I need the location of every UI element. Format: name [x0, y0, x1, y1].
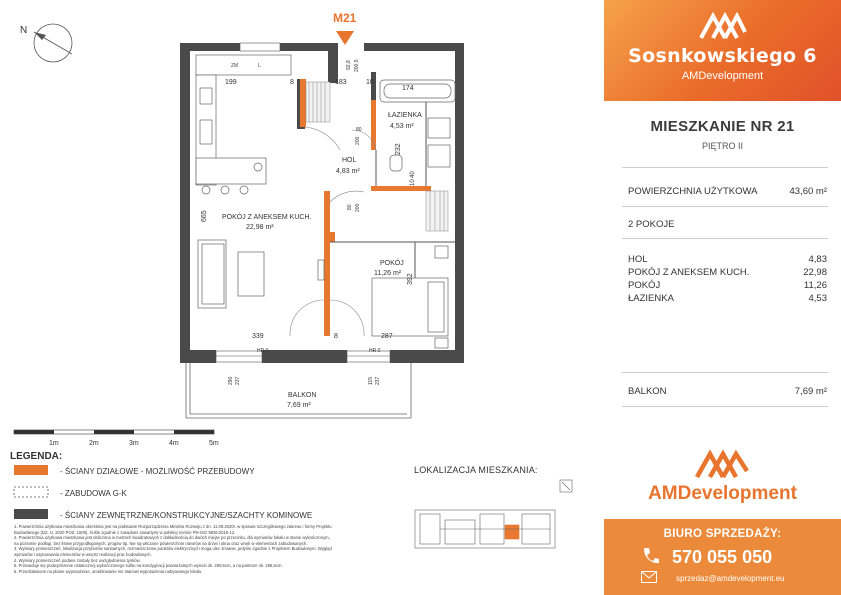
- label-living-area: 22,98 m²: [246, 224, 274, 231]
- label-hr-1: HR 0: [257, 348, 269, 354]
- divider: [622, 206, 828, 207]
- label-room-area: 11,26 m²: [374, 270, 402, 277]
- legend-title: LEGENDA:: [10, 451, 63, 462]
- balcony-label: BALKON: [628, 386, 667, 397]
- divider: [622, 167, 828, 168]
- dim-199: 199: [225, 79, 237, 86]
- scale-tick-2m: 2m: [89, 440, 99, 447]
- room-area-bathroom: 4,53: [808, 293, 827, 304]
- phone-icon: [641, 546, 659, 566]
- dim-232: 232: [395, 143, 402, 155]
- kitchen-counter: [196, 55, 291, 194]
- developer-name: AMDevelopment: [681, 70, 764, 82]
- legend-item-structural: - ŚCIANY ZEWNĘTRZNE/KONSTRUKCYJNE/SZACHTY KOMINOWE: [60, 511, 313, 520]
- label-balcony: BALKON: [288, 392, 317, 399]
- legend-item-drywall: - ZABUDOWA G-K: [60, 489, 127, 498]
- dim-237-b: 237: [375, 376, 381, 385]
- scale-tick-5m: 5m: [209, 440, 219, 447]
- usable-area-value: 43,60 m²: [789, 186, 827, 197]
- balcony-value: 7,69 m²: [794, 386, 827, 397]
- mail-icon: [641, 571, 657, 583]
- scale-tick-3m: 3m: [129, 440, 139, 447]
- label-hall: HOL: [342, 157, 357, 164]
- sales-email[interactable]: sprzedaz@amdevelopment.eu: [676, 574, 785, 583]
- project-name: Sosnkowskiego 6: [628, 45, 817, 67]
- dim-80-a: 80: [356, 127, 362, 133]
- label-balcony-area: 7,69 m²: [287, 402, 311, 409]
- compass: [20, 24, 72, 62]
- dim-10-b: 10: [410, 179, 416, 186]
- note-line: na poziomie podłogi, bez listew przypodłogowych, progów itp. Nie są wliczane powierzchnie otworów na drzwi i okna oraz wnęk w elementach zabudowanych.: [14, 540, 308, 546]
- divider: [622, 406, 828, 407]
- location-minimap: [415, 480, 572, 548]
- room-name-living: POKÓJ Z ANEKSEM KUCH.: [628, 267, 750, 278]
- dim-10-a: 10: [366, 79, 374, 86]
- label-zm: ZM: [231, 63, 239, 69]
- apartment-title: MIESZKANIE NR 21: [650, 118, 795, 135]
- note-line: wymiarów i usytuowania elementów w wnętrz realizacji prac budowlanych.: [14, 551, 152, 557]
- dim-115: 115: [368, 377, 374, 385]
- note-line: 3. Wymiary pomieszczeń, lokalizacja przyborów sanitarnych, rozmieszczenie punktów elektrycznych mogą ulec zmianie, jedynie zgodnie z Projektem Budowlanym. Wygląd: [14, 546, 332, 552]
- note-line: 6. Przedstawione na planie wyposażenie, umeblowanie nie stanowi wyposażenia nabywanego lokalu.: [14, 568, 203, 574]
- label-l: L: [258, 63, 261, 69]
- label-living: POKÓJ Z ANEKSEM KUCH.: [222, 214, 312, 221]
- dim-237-a: 237: [235, 376, 241, 385]
- rooms-count: 2 POKOJE: [628, 219, 675, 230]
- project-banner: [604, 0, 841, 101]
- dim-40: 40: [410, 171, 416, 178]
- note-line: 2. Powierzchnia użytkowa mieszkania jest obliczona w metrach kwadratowych z dokładnością do dwóch miejsc po przecinku, dla wymiarów lokalu w stanie wykończonym,: [14, 535, 330, 541]
- sales-phone[interactable]: 570 055 050: [672, 547, 773, 567]
- dim-200a: 200,5: [354, 59, 360, 72]
- living-furniture: [198, 240, 324, 308]
- dim-290: 290: [228, 376, 234, 385]
- note-line: 5. Przewiduje się podwyższenie ostatecznej wykończonego sufitu na kondygnacji powtarzalnych wynosi ok. 259,5cm, a na parterze ok. 268,5cm.: [14, 563, 283, 569]
- footnotes: [14, 524, 394, 574]
- legend-swatches: [14, 465, 48, 519]
- divider: [622, 238, 828, 239]
- legend-item-partition: - ŚCIANY DZIAŁOWE - MOŻLIWOŚĆ PRZEBUDOWY: [60, 467, 255, 476]
- dim-200c: 200: [355, 203, 361, 212]
- sales-office-title: BIURO SPRZEDAŻY:: [663, 528, 782, 540]
- dim-8-a: 8: [290, 79, 294, 86]
- scale-bar: [14, 430, 214, 434]
- apartment-floor: PIĘTRO II: [701, 141, 743, 151]
- room-area-hol: 4,83: [808, 254, 827, 265]
- amd-logo-icon: [699, 12, 747, 40]
- note-line: Budowlanego (DZ. U. 2020 POZ. 1609), ściśle zgodnie z zasadami zawartymi w polskiej normie PN-ISO 9836:2015-12.: [14, 529, 236, 535]
- label-room: POKÓJ: [380, 260, 404, 267]
- room-area-living: 22,98: [803, 267, 827, 278]
- location-title: LOKALIZACJA MIESZKANIA:: [414, 465, 538, 475]
- dim-287: 287: [381, 333, 393, 340]
- dim-665: 665: [201, 210, 208, 222]
- room-name-hol: HOL: [628, 254, 648, 265]
- dim-80-b: 80: [347, 204, 353, 210]
- apartment-marker: [333, 11, 357, 45]
- dim-339: 339: [252, 333, 264, 340]
- dim-174: 174: [402, 85, 414, 92]
- room-name-bathroom: ŁAZIENKA: [628, 293, 674, 304]
- label-bathroom: ŁAZIENKA: [388, 112, 422, 119]
- dim-8-b: 8: [334, 333, 338, 340]
- scale-tick-1m: 1m: [49, 440, 59, 447]
- developer-logo-text: AMDevelopment: [648, 483, 797, 504]
- apartment-marker-label: M21: [333, 11, 357, 25]
- dim-92: 92,8: [346, 60, 352, 70]
- room-name-pokoj: POKÓJ: [628, 280, 661, 291]
- label-bathroom-area: 4,53 m²: [390, 123, 414, 130]
- amd-logo-large-icon: [694, 449, 750, 479]
- label-hall-area: 4,83 m²: [336, 168, 360, 175]
- dim-392: 392: [407, 273, 414, 285]
- room-area-pokoj: 11,26: [803, 280, 827, 291]
- compass-north-label: N: [20, 25, 28, 36]
- note-line: 1. Powierzchnia użytkowa mieszkania określona jest na podstawie Rozporządzenia Ministra Rozwoju z dn. 11.09.2020r. w sprawie szczegółowego zakresu i formy Projektu: [14, 524, 332, 529]
- usable-area-label: POWIERZCHNIA UŻYTKOWA: [628, 186, 758, 197]
- balcony: [186, 363, 411, 418]
- scale-tick-4m: 4m: [169, 440, 179, 447]
- divider: [622, 372, 828, 373]
- note-line: 4. Wymiary pomieszczeń podane zostały bez uwzględnienia tynków.: [14, 557, 141, 563]
- dim-200b: 200: [355, 136, 361, 145]
- label-hr-2: HR 0: [369, 348, 381, 354]
- dim-183: 183: [335, 79, 347, 86]
